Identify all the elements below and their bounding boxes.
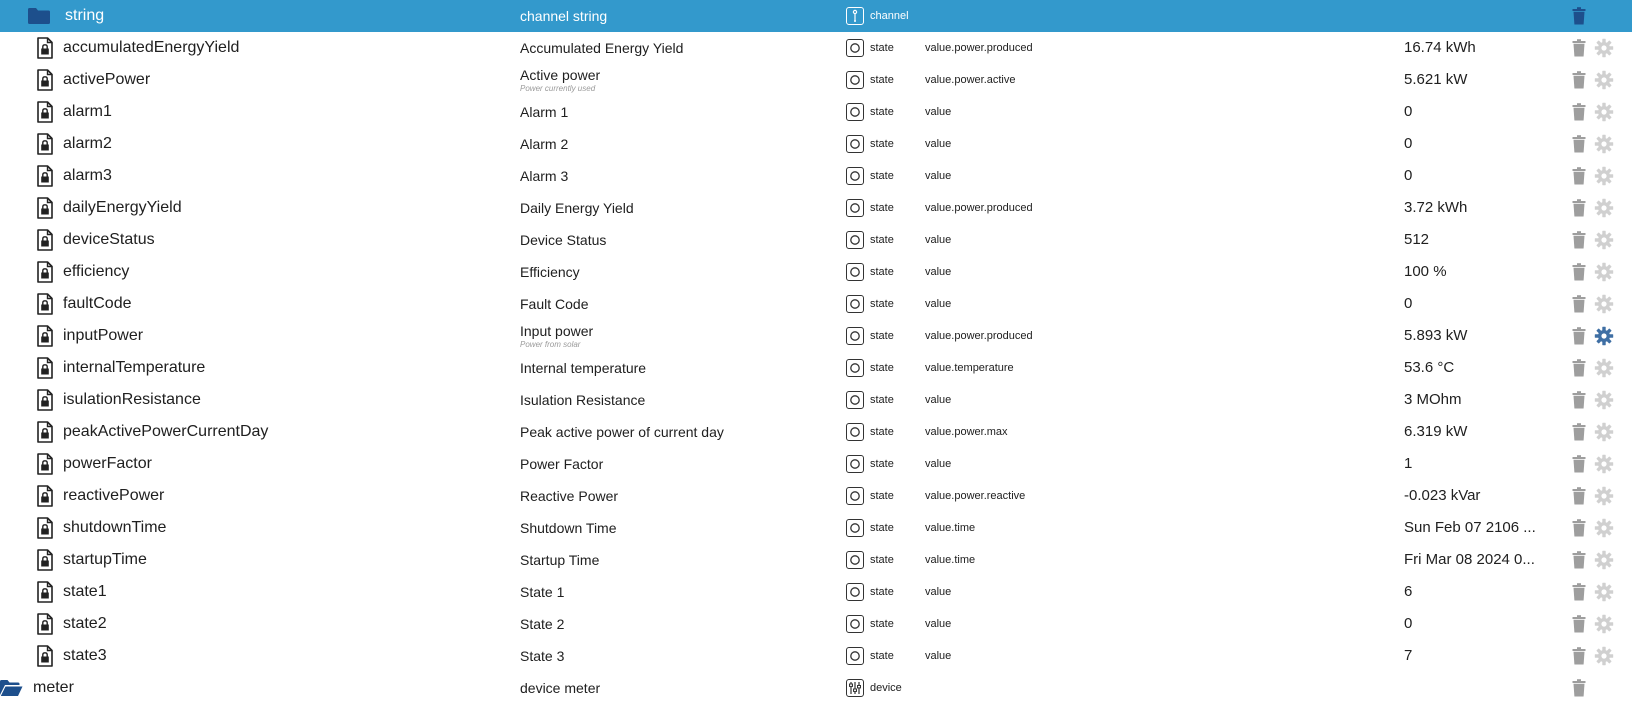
object-name: Daily Energy Yield bbox=[520, 199, 634, 216]
object-id: state3 bbox=[63, 647, 107, 664]
delete-icon[interactable] bbox=[1570, 485, 1588, 507]
settings-gear-icon[interactable] bbox=[1593, 293, 1615, 315]
settings-gear-icon[interactable] bbox=[1593, 325, 1615, 347]
state-icon bbox=[846, 615, 864, 633]
object-id: reactivePower bbox=[63, 487, 165, 504]
file-lock-icon bbox=[34, 640, 56, 672]
delete-icon[interactable] bbox=[1570, 133, 1588, 155]
object-role: value.power.produced bbox=[925, 202, 1033, 214]
state-icon bbox=[846, 39, 864, 57]
object-value[interactable]: 3.72 kWh bbox=[1404, 199, 1468, 216]
object-type: state bbox=[846, 320, 894, 352]
object-id: string bbox=[65, 7, 105, 24]
file-lock-icon bbox=[34, 384, 56, 416]
row-actions bbox=[1570, 384, 1626, 416]
object-name: Alarm 1 bbox=[520, 103, 569, 120]
file-lock-icon bbox=[34, 128, 56, 160]
object-name: Internal temperature bbox=[520, 359, 647, 376]
object-value[interactable]: 3 MOhm bbox=[1404, 391, 1462, 408]
row-actions bbox=[1570, 576, 1626, 608]
row-actions bbox=[1570, 608, 1626, 640]
object-value[interactable]: 5.621 kW bbox=[1404, 71, 1468, 88]
row-actions bbox=[1570, 288, 1626, 320]
object-role: value.power.active bbox=[925, 74, 1016, 86]
settings-gear-icon[interactable] bbox=[1593, 165, 1615, 187]
delete-icon[interactable] bbox=[1570, 37, 1588, 59]
object-id: alarm1 bbox=[63, 103, 112, 120]
object-role: value bbox=[925, 170, 952, 182]
object-id: internalTemperature bbox=[63, 359, 206, 376]
object-value[interactable]: 0 bbox=[1404, 295, 1413, 312]
state-icon bbox=[846, 455, 864, 473]
tree-row-shutdownTime[interactable] bbox=[0, 512, 1632, 544]
object-role: value bbox=[925, 458, 952, 470]
tree-row-alarm3[interactable] bbox=[0, 160, 1632, 192]
file-lock-icon bbox=[34, 64, 56, 96]
object-value[interactable]: 6 bbox=[1404, 583, 1413, 600]
row-actions bbox=[1570, 352, 1626, 384]
channel-icon bbox=[846, 7, 864, 25]
folder-icon[interactable] bbox=[26, 0, 52, 32]
object-id: isulationResistance bbox=[63, 391, 201, 408]
row-actions bbox=[1570, 672, 1626, 704]
state-icon bbox=[846, 231, 864, 249]
object-role: value bbox=[925, 106, 952, 118]
object-value[interactable]: 1 bbox=[1404, 455, 1413, 472]
object-type: device bbox=[846, 672, 902, 704]
object-name: Alarm 2 bbox=[520, 135, 569, 152]
settings-gear-icon[interactable] bbox=[1593, 101, 1615, 123]
row-actions bbox=[1570, 640, 1626, 672]
tree-row-peakActivePowerCurrentDay[interactable] bbox=[0, 416, 1632, 448]
tree-row-reactivePower[interactable] bbox=[0, 480, 1632, 512]
tree-row-state1[interactable] bbox=[0, 576, 1632, 608]
settings-gear-icon[interactable] bbox=[1593, 37, 1615, 59]
row-actions bbox=[1570, 512, 1626, 544]
object-name: State 2 bbox=[520, 615, 565, 632]
object-type: state bbox=[846, 448, 894, 480]
object-type: state bbox=[846, 608, 894, 640]
object-value[interactable]: 0 bbox=[1404, 103, 1413, 120]
object-name: Fault Code bbox=[520, 295, 589, 312]
object-id: state2 bbox=[63, 615, 107, 632]
file-lock-icon bbox=[34, 608, 56, 640]
tree-row-deviceStatus[interactable] bbox=[0, 224, 1632, 256]
tree-row-state3[interactable] bbox=[0, 640, 1632, 672]
object-value[interactable]: 0 bbox=[1404, 167, 1413, 184]
object-type: state bbox=[846, 384, 894, 416]
object-value[interactable]: Fri Mar 08 2024 0... bbox=[1404, 551, 1535, 568]
file-lock-icon bbox=[34, 288, 56, 320]
object-role: value.temperature bbox=[925, 362, 1014, 374]
object-role: value.power.produced bbox=[925, 330, 1033, 342]
row-actions bbox=[1570, 0, 1626, 32]
object-role: value bbox=[925, 650, 952, 662]
row-actions bbox=[1570, 320, 1626, 352]
object-type: state bbox=[846, 96, 894, 128]
object-value[interactable]: 6.319 kW bbox=[1404, 423, 1468, 440]
object-id: deviceStatus bbox=[63, 231, 155, 248]
tree-row-device-meter[interactable] bbox=[0, 672, 1632, 704]
object-value[interactable]: 16.74 kWh bbox=[1404, 39, 1476, 56]
object-value[interactable]: 5.893 kW bbox=[1404, 327, 1468, 344]
object-type: state bbox=[846, 256, 894, 288]
file-lock-icon bbox=[34, 256, 56, 288]
settings-gear-icon[interactable] bbox=[1593, 453, 1615, 475]
delete-icon[interactable] bbox=[1570, 645, 1588, 667]
delete-icon[interactable] bbox=[1570, 165, 1588, 187]
object-id: alarm3 bbox=[63, 167, 112, 184]
settings-gear-icon[interactable] bbox=[1593, 389, 1615, 411]
object-type: state bbox=[846, 32, 894, 64]
row-actions bbox=[1570, 96, 1626, 128]
object-name: Alarm 3 bbox=[520, 167, 569, 184]
delete-icon[interactable] bbox=[1570, 677, 1588, 699]
object-type: state bbox=[846, 64, 894, 96]
object-role: value bbox=[925, 138, 952, 150]
delete-icon[interactable] bbox=[1570, 101, 1588, 123]
state-icon bbox=[846, 359, 864, 377]
file-lock-icon bbox=[34, 32, 56, 64]
settings-gear-icon[interactable] bbox=[1593, 133, 1615, 155]
delete-icon[interactable] bbox=[1570, 613, 1588, 635]
object-name: State 3 bbox=[520, 647, 565, 664]
file-lock-icon bbox=[34, 96, 56, 128]
tree-row-internalTemperature[interactable] bbox=[0, 352, 1632, 384]
row-actions bbox=[1570, 192, 1626, 224]
object-role: value.power.reactive bbox=[925, 490, 1026, 502]
file-lock-icon bbox=[34, 352, 56, 384]
delete-icon[interactable] bbox=[1570, 549, 1588, 571]
settings-gear-icon[interactable] bbox=[1593, 549, 1615, 571]
state-icon bbox=[846, 263, 864, 281]
delete-icon[interactable] bbox=[1570, 197, 1588, 219]
tree-row-activePower[interactable] bbox=[0, 64, 1632, 96]
settings-gear-icon[interactable] bbox=[1593, 69, 1615, 91]
settings-gear-icon[interactable] bbox=[1593, 517, 1615, 539]
object-value[interactable]: Sun Feb 07 2106 ... bbox=[1404, 519, 1536, 536]
object-type: state bbox=[846, 480, 894, 512]
state-icon bbox=[846, 295, 864, 313]
delete-icon[interactable] bbox=[1570, 389, 1588, 411]
settings-gear-icon[interactable] bbox=[1593, 197, 1615, 219]
delete-icon[interactable] bbox=[1570, 5, 1588, 27]
object-id: faultCode bbox=[63, 295, 132, 312]
row-actions bbox=[1570, 224, 1626, 256]
object-id: activePower bbox=[63, 71, 151, 88]
row-actions bbox=[1570, 128, 1626, 160]
settings-gear-icon[interactable] bbox=[1593, 581, 1615, 603]
settings-gear-icon[interactable] bbox=[1593, 485, 1615, 507]
object-name: device meter bbox=[520, 679, 601, 696]
object-id: shutdownTime bbox=[63, 519, 167, 536]
object-name: Reactive Power bbox=[520, 487, 619, 504]
state-icon bbox=[846, 551, 864, 569]
tree-row-inputPower[interactable] bbox=[0, 320, 1632, 352]
object-name: Active power Power currently used bbox=[520, 66, 601, 93]
settings-gear-icon[interactable] bbox=[1593, 229, 1615, 251]
object-role: value bbox=[925, 394, 952, 406]
object-role: value bbox=[925, 586, 952, 598]
object-type: state bbox=[846, 288, 894, 320]
file-lock-icon bbox=[34, 160, 56, 192]
object-name: Accumulated Energy Yield bbox=[520, 39, 684, 56]
tree-row-efficiency[interactable] bbox=[0, 256, 1632, 288]
object-role: value bbox=[925, 266, 952, 278]
settings-gear-icon[interactable] bbox=[1593, 357, 1615, 379]
settings-gear-icon[interactable] bbox=[1593, 613, 1615, 635]
object-value[interactable]: -0.023 kVar bbox=[1404, 487, 1481, 504]
object-name: Device Status bbox=[520, 231, 607, 248]
state-icon bbox=[846, 327, 864, 345]
object-value[interactable]: 0 bbox=[1404, 135, 1413, 152]
object-value[interactable]: 53.6 °C bbox=[1404, 359, 1455, 376]
tree-row-alarm1[interactable] bbox=[0, 96, 1632, 128]
object-id: meter bbox=[33, 679, 74, 696]
object-type: state bbox=[846, 128, 894, 160]
file-lock-icon bbox=[34, 576, 56, 608]
object-value[interactable]: 7 bbox=[1404, 647, 1413, 664]
state-icon bbox=[846, 167, 864, 185]
row-actions bbox=[1570, 544, 1626, 576]
row-actions bbox=[1570, 32, 1626, 64]
object-type: state bbox=[846, 352, 894, 384]
tree-row-dailyEnergyYield[interactable] bbox=[0, 192, 1632, 224]
object-id: dailyEnergyYield bbox=[63, 199, 182, 216]
object-role: value.power.produced bbox=[925, 42, 1033, 54]
tree-row-state2[interactable] bbox=[0, 608, 1632, 640]
delete-icon[interactable] bbox=[1570, 229, 1588, 251]
object-type: state bbox=[846, 224, 894, 256]
state-icon bbox=[846, 199, 864, 217]
state-list bbox=[0, 32, 1632, 672]
object-type: state bbox=[846, 512, 894, 544]
object-name: State 1 bbox=[520, 583, 565, 600]
object-value[interactable]: 512 bbox=[1404, 231, 1430, 248]
object-id: startupTime bbox=[63, 551, 147, 568]
state-icon bbox=[846, 391, 864, 409]
state-icon bbox=[846, 647, 864, 665]
object-role: value.time bbox=[925, 554, 976, 566]
file-lock-icon bbox=[34, 224, 56, 256]
object-id: powerFactor bbox=[63, 455, 152, 472]
delete-icon[interactable] bbox=[1570, 69, 1588, 91]
object-description: Power currently used bbox=[520, 83, 596, 93]
object-role: value bbox=[925, 298, 952, 310]
object-description: Power from solar bbox=[520, 339, 581, 349]
settings-gear-icon[interactable] bbox=[1593, 421, 1615, 443]
row-actions bbox=[1570, 416, 1626, 448]
file-lock-icon bbox=[34, 544, 56, 576]
tree-row-startupTime[interactable] bbox=[0, 544, 1632, 576]
object-name: Peak active power of current day bbox=[520, 423, 724, 440]
tree-row-faultCode[interactable] bbox=[0, 288, 1632, 320]
row-actions bbox=[1570, 256, 1626, 288]
state-icon bbox=[846, 103, 864, 121]
file-lock-icon bbox=[34, 192, 56, 224]
file-lock-icon bbox=[34, 512, 56, 544]
object-type: state bbox=[846, 576, 894, 608]
object-name: channel string bbox=[520, 7, 608, 24]
tree-row-powerFactor[interactable] bbox=[0, 448, 1632, 480]
device-icon bbox=[846, 679, 864, 697]
row-actions bbox=[1570, 448, 1626, 480]
state-icon bbox=[846, 423, 864, 441]
file-lock-icon bbox=[34, 416, 56, 448]
object-name: Input power Power from solar bbox=[520, 322, 594, 349]
delete-icon[interactable] bbox=[1570, 325, 1588, 347]
folder-open-icon[interactable] bbox=[0, 672, 24, 704]
object-id: accumulatedEnergyYield bbox=[63, 39, 240, 56]
row-actions bbox=[1570, 480, 1626, 512]
state-icon bbox=[846, 71, 864, 89]
state-icon bbox=[846, 135, 864, 153]
object-name: Startup Time bbox=[520, 551, 600, 568]
delete-icon[interactable] bbox=[1570, 453, 1588, 475]
file-lock-icon bbox=[34, 320, 56, 352]
delete-icon[interactable] bbox=[1570, 421, 1588, 443]
state-icon bbox=[846, 519, 864, 537]
tree-row-channel-string[interactable] bbox=[0, 0, 1632, 32]
object-id: alarm2 bbox=[63, 135, 112, 152]
object-name: Power Factor bbox=[520, 455, 604, 472]
object-value[interactable]: 100 % bbox=[1404, 263, 1447, 280]
object-type: state bbox=[846, 416, 894, 448]
settings-gear-icon[interactable] bbox=[1593, 645, 1615, 667]
object-type: state bbox=[846, 544, 894, 576]
tree-row-isulationResistance[interactable] bbox=[0, 384, 1632, 416]
object-type: state bbox=[846, 160, 894, 192]
object-name: Shutdown Time bbox=[520, 519, 617, 536]
delete-icon[interactable] bbox=[1570, 261, 1588, 283]
delete-icon[interactable] bbox=[1570, 517, 1588, 539]
delete-icon[interactable] bbox=[1570, 581, 1588, 603]
delete-icon[interactable] bbox=[1570, 357, 1588, 379]
object-value[interactable]: 0 bbox=[1404, 615, 1413, 632]
object-type: state bbox=[846, 640, 894, 672]
file-lock-icon bbox=[34, 480, 56, 512]
object-role: value bbox=[925, 618, 952, 630]
object-type: state bbox=[846, 192, 894, 224]
row-actions bbox=[1570, 160, 1626, 192]
settings-gear-icon[interactable] bbox=[1593, 261, 1615, 283]
state-icon bbox=[846, 583, 864, 601]
object-id: state1 bbox=[63, 583, 107, 600]
object-name: Efficiency bbox=[520, 263, 580, 280]
object-role: value.power.max bbox=[925, 426, 1008, 438]
object-role: value.time bbox=[925, 522, 976, 534]
row-actions bbox=[1570, 64, 1626, 96]
state-icon bbox=[846, 487, 864, 505]
object-type: channel bbox=[846, 0, 909, 32]
object-id: efficiency bbox=[63, 263, 130, 280]
object-role: value bbox=[925, 234, 952, 246]
file-lock-icon bbox=[34, 448, 56, 480]
tree-row-alarm2[interactable] bbox=[0, 128, 1632, 160]
delete-icon[interactable] bbox=[1570, 293, 1588, 315]
object-id: inputPower bbox=[63, 327, 144, 344]
object-id: peakActivePowerCurrentDay bbox=[63, 423, 269, 440]
tree-row-accumulatedEnergyYield[interactable] bbox=[0, 32, 1632, 64]
object-name: Isulation Resistance bbox=[520, 391, 646, 408]
